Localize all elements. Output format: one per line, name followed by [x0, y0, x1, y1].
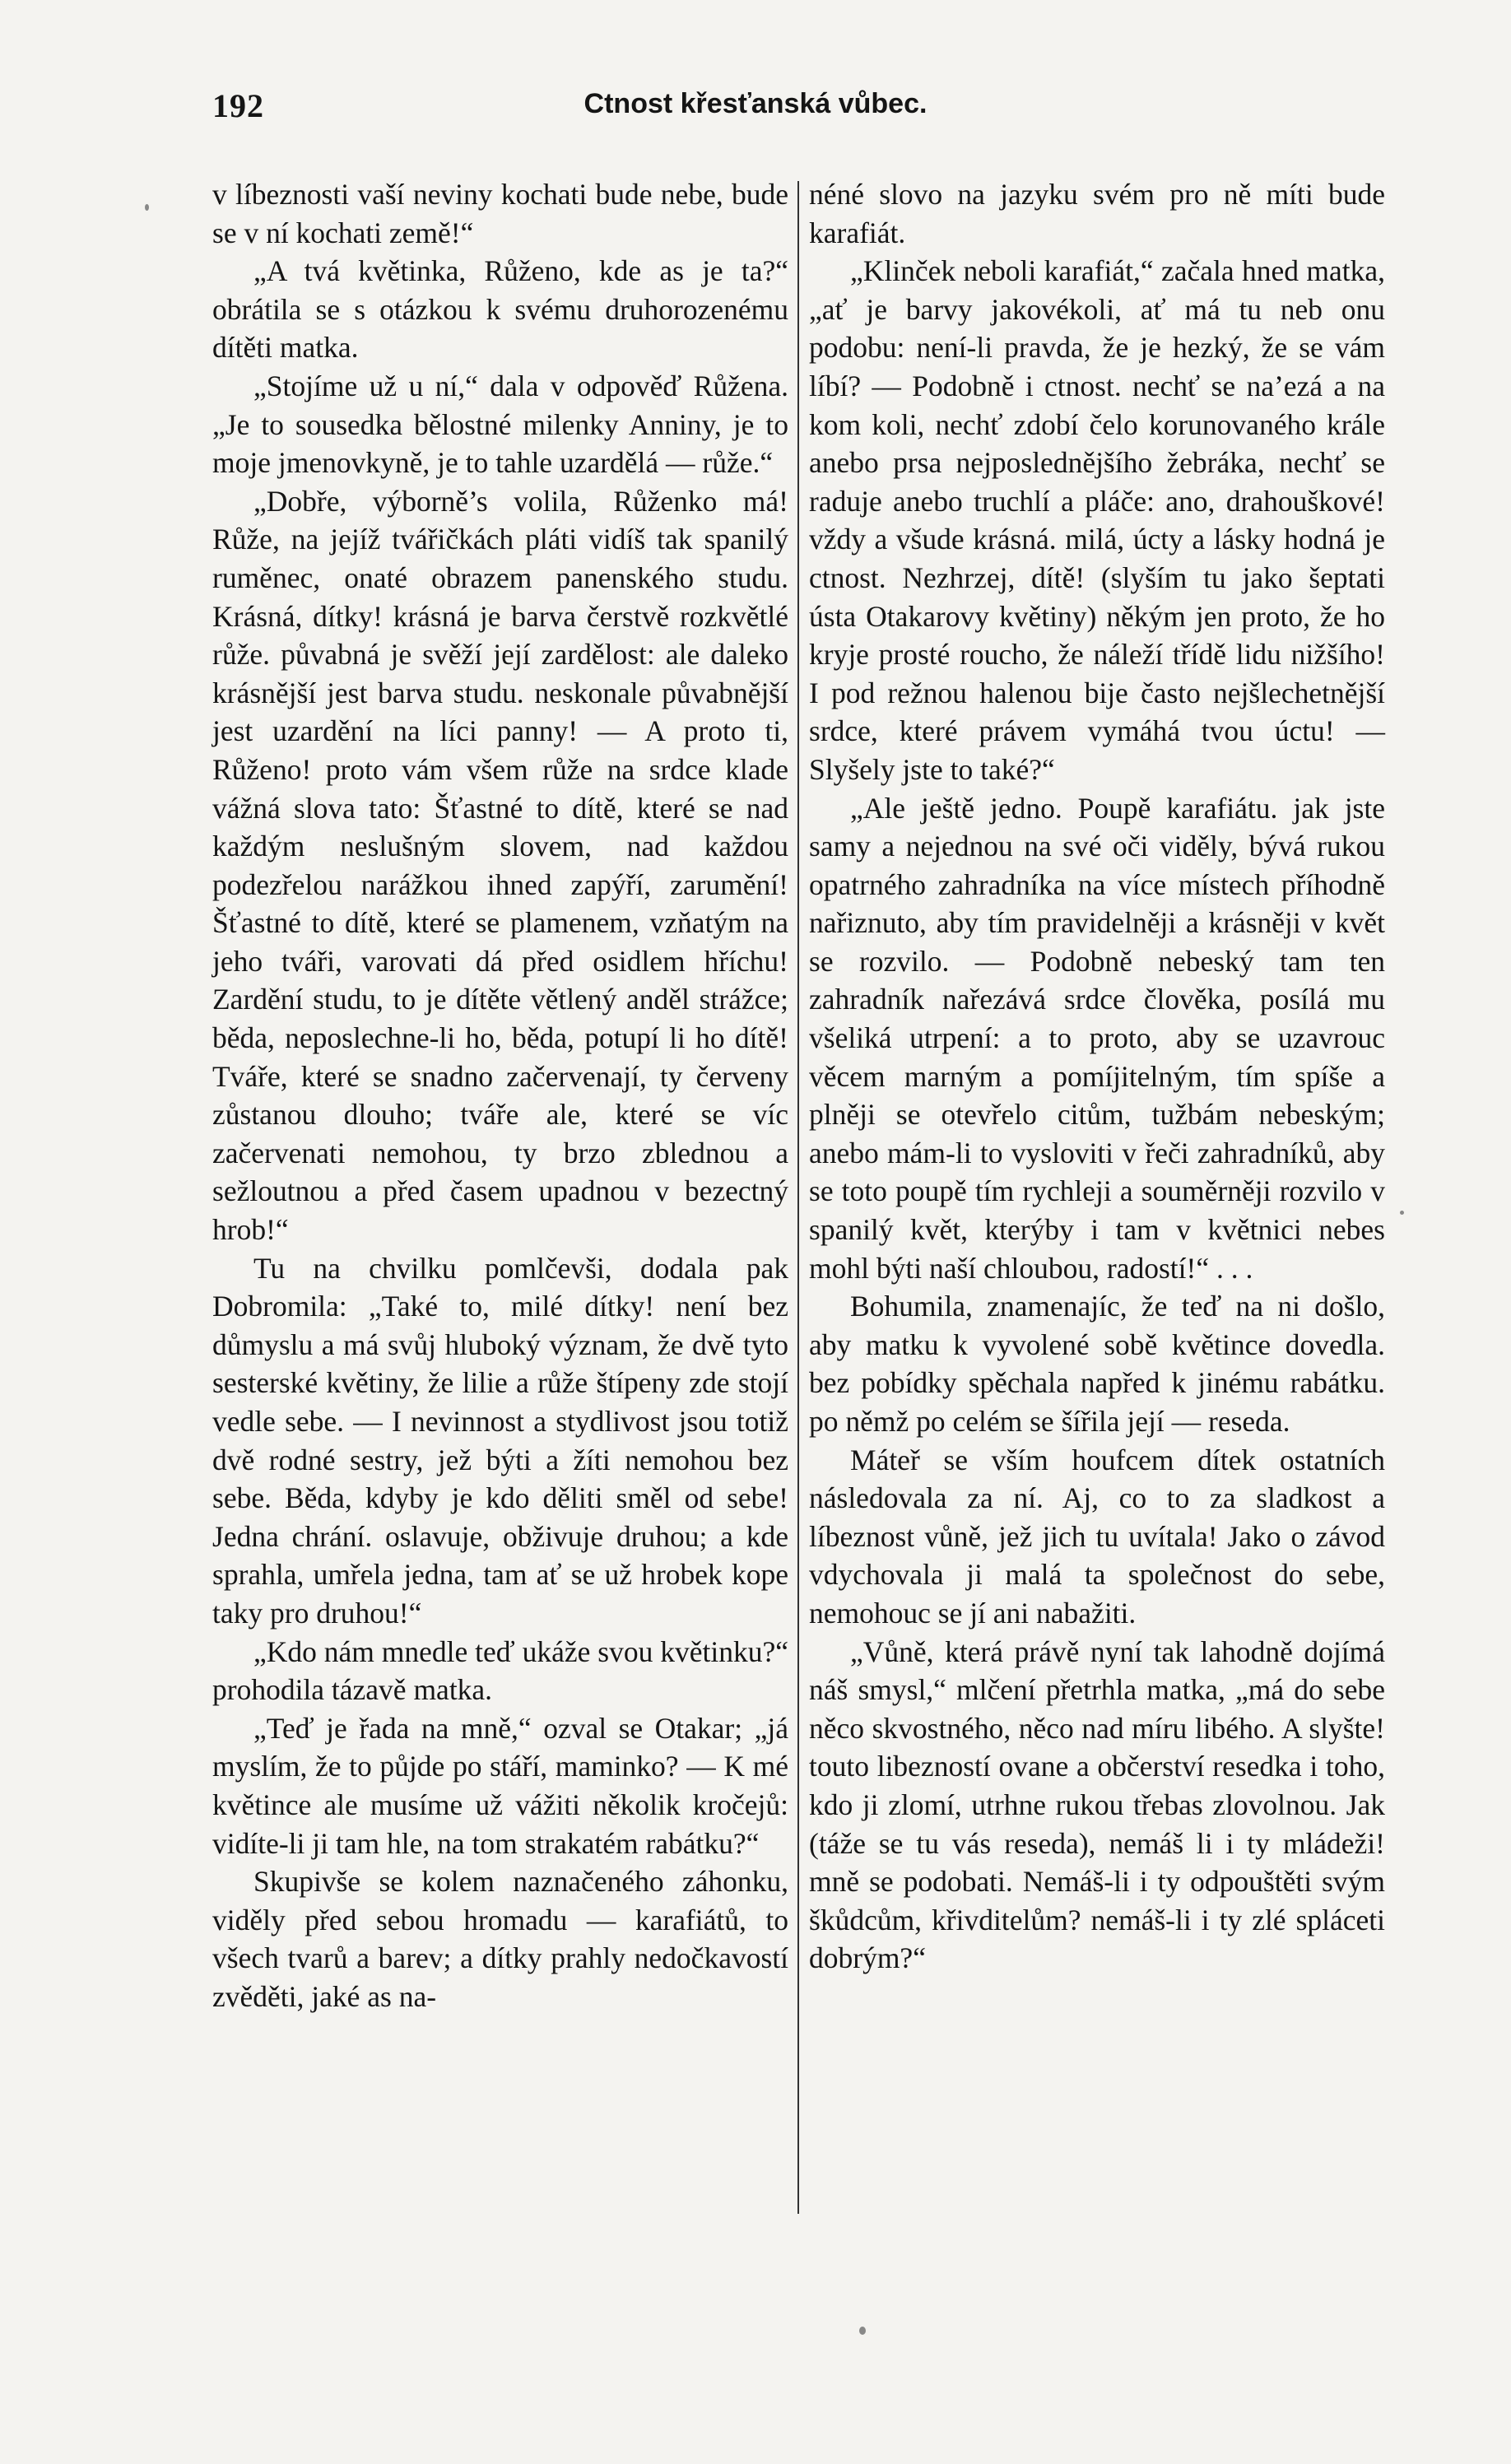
- print-speck: [859, 2327, 866, 2335]
- paragraph: „Vůně, která právě nyní tak lahodně dojímá náš smysl,“ mlčení přetrhla matka, „má do sebe něco skvostného, něco nad míru libého. A slyšte! touto libezností ovane a občerství resedka i toho, kdo ji zlomí, utrhne rukou třebas zlovolnou. Jak (táže se tu vás reseda), nemáš li i ty mládeži! mně se podobati. Nemáš-li i ty odpouštěti svým škůdcům, křivditelům? nemáš-li i ty zlé spláceti dobrým?“: [809, 1634, 1385, 1975]
- paragraph: „Klinček neboli karafiát,“ začala hned matka, „ať je barvy jakovékoli, ať má tu neb onu podobu: není-li pravda, že je hezký, že se vám líbí? — Podobně i ctnost. nechť se na’ezá a na kom koli, nechť zdobí čelo korunovaného krále anebo prsa nejposlednějšího žebráka, nechť se raduje anebo truchlí a pláče: ano, drahouškové! vždy a všude krásná. milá, úcty a lásky hodná je ctnost. Nezhrzej, dítě! (slyším tu jako šeptati ústa Otakarovy květiny) někým jen proto, že ho kryje prosté roucho, že náleží třídě lidu nižšího! I pod režnou halenou bije často nejšlechetnější srdce, které právem vymáhá tvou úctu! — Slyšely jste to také?“: [809, 254, 1385, 786]
- paragraph: „A tvá květinka, Růženo, kde as je ta?“ obrátila se s otázkou k svému druhorozenému dítěti matka.: [212, 254, 788, 365]
- print-speck: [1400, 1211, 1404, 1215]
- column-divider: [797, 181, 799, 2214]
- paragraph: „Ale ještě jedno. Poupě karafiátu. jak jste samy a nejednou na své oči viděly, bývá rukou opatrného zahradníka na více místech příhodně nařiznuto, aby tím pravidelněji a krásněji v květ se rozvilo. — Podobně nebeský tam ten zahradník nařezává srdce člověka, posílá mu všeliká utrpení: a to proto, aby se uzavrouc věcem marným a pomíjitelným, tím spíše a plněji se otevřelo citům, tužbám nebeským; anebo mám-li to vysloviti v řeči zahradníků, aby se toto poupě tím rychleji a souměrněji rozvilo v spanilý květ, kterýby i tam v květnici nebes mohl býti naší chloubou, radostí!“ . . .: [809, 791, 1385, 1285]
- left-column: [212, 175, 788, 2016]
- paragraph: „Kdo nám mnedle teď ukáže svou květinku?“ prohodila tázavě matka.: [212, 1634, 788, 1707]
- paragraph: „Teď je řada na mně,“ ozval se Otakar; „já myslím, že to půjde po stáří, maminko? — K mé květince ale musíme už vážiti několik kročejů: vidíte-li ji tam hle, na tom strakatém rabátku?“: [212, 1711, 788, 1860]
- paragraph: „Stojíme už u ní,“ dala v odpověď Růžena. „Je to sousedka bělostné milenky Anniny, je to moje jmenovkyně, je to tahle uzardělá — růže.“: [212, 369, 788, 480]
- page-number: 192: [212, 87, 264, 124]
- paragraph: Bohumila, znamenajíc, že teď na ni došlo, aby matku k vyvolené sobě květince dovedla. bez pobídky spěchala napřed k jinému rabátku. po němž po celém se šířila její — reseda.: [809, 1290, 1385, 1438]
- paragraph: néné slovo na jazyku svém pro ně míti bude karafiát.: [809, 178, 1385, 249]
- running-head: Ctnost křesťanská vůbec.: [583, 88, 928, 119]
- right-column: [809, 175, 1385, 1978]
- paragraph: Skupivše se kolem naznačeného záhonku, viděly před sebou hromadu — karafiátů, to všech tvarů a barev; a dítky prahly nedočkavostí zvěděti, jaké as na-: [212, 1865, 788, 2013]
- paragraph: v líbeznosti vaší neviny kochati bude nebe, bude se v ní kochati země!“: [212, 178, 788, 249]
- paragraph: Máteř se vším houfcem dítek ostatních následovala za ní. Aj, co to za sladkost a líbeznost vůně, jež jich tu uvítala! Jako o závod vdychovala ji malá ta společnost do sebe, nemohouc se jí ani nabažiti.: [809, 1443, 1385, 1629]
- print-speck: [145, 204, 149, 211]
- paragraph: „Dobře, výborně’s volila, Růženko má! Růže, na jejíž tvářičkách pláti vidíš tak spanilý ruměnec, onaté obrazem panenského studu. Krásná, dítky! krásná je barva čerstvě rozkvětlé růže. půvabná je svěží její zardělost: ale daleko krásnější jest barva studu. neskonale půvabnější jest uzardění na líci panny! — A proto ti, Růženo! proto vám všem růže na srdce klade vážná slova tato: Šťastné to dítě, které se nad každým neslušným slovem, nad každou podezřelou narážkou ihned zapýří, zarumění! Šťastné to dítě, které se plamenem, vzňatým na jeho tváři, varovati dá před osidlem hříchu! Zardění studu, to je dítěte větlený anděl strážce; běda, neposlechne-li ho, běda, potupí li ho dítě! Tváře, které se snadno začervenají, ty červeny zůstanou dlouho; tváře ale, které se víc začervenati nemohou, ty brzo zblednou a sežloutnou a před časem upadnou v bezectný hrob!“: [212, 484, 788, 1247]
- paragraph: Tu na chvilku pomlčevši, dodala pak Dobromila: „Také to, milé dítky! není bez důmyslu a má svůj hluboký význam, že dvě tyto sesterské květiny, že lilie a růže štípeny zde stojí vedle sebe. — I nevinnost a stydlivost jsou totiž dvě rodné sestry, jež býti a žíti nemohou bez sebe. Běda, kdyby je kdo děliti směl od sebe! Jedna chrání. oslavuje, obživuje druhou; a kde sprahla, umřela jedna, tam ať se už hrobek kope taky pro druhou!“: [212, 1251, 788, 1629]
